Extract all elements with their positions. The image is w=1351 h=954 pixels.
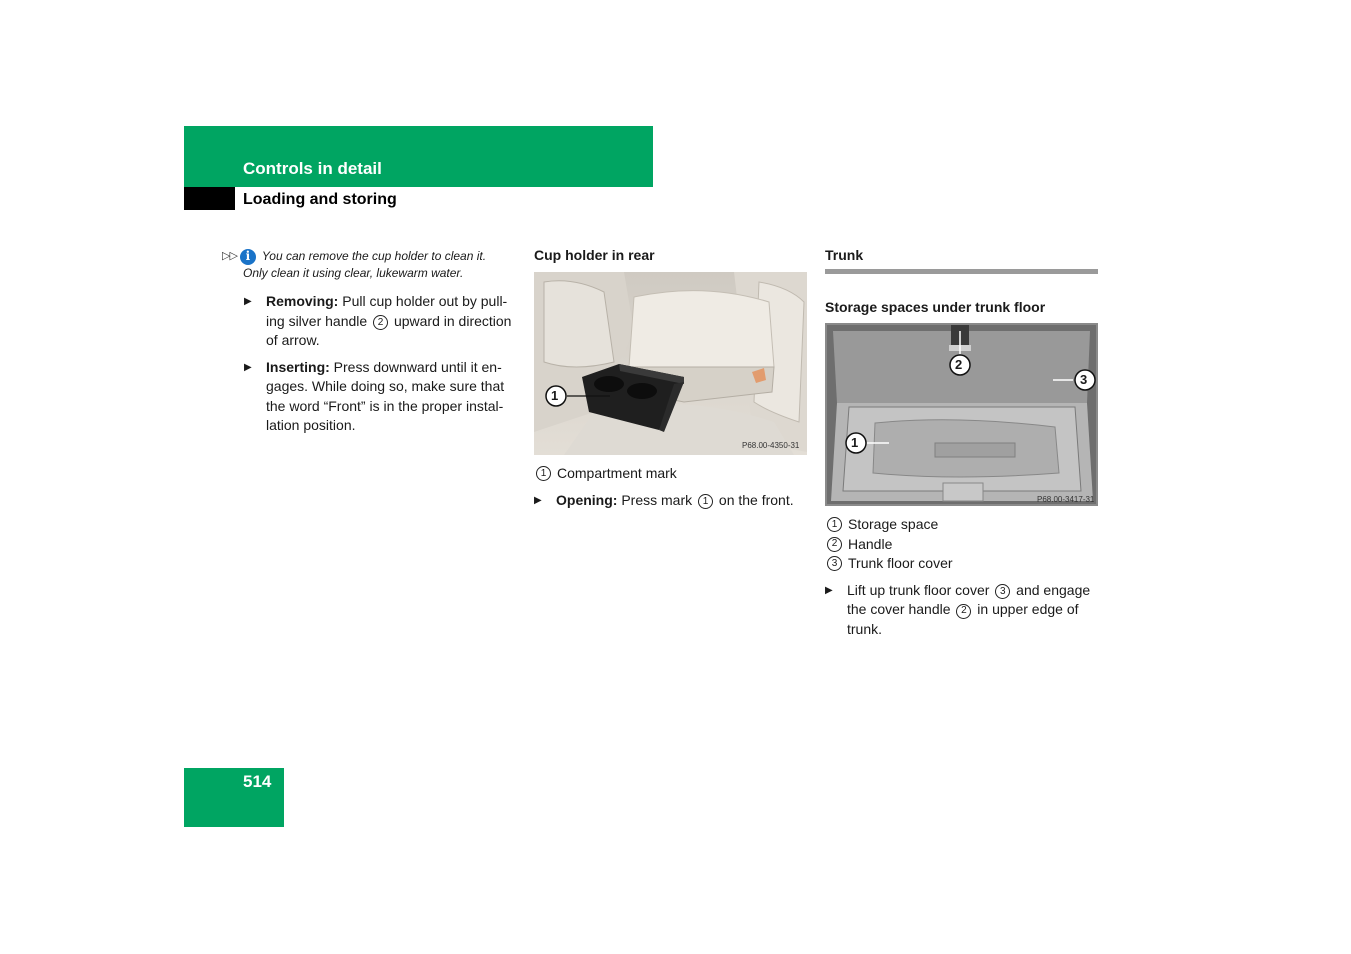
step-text: on the front.: [715, 491, 794, 508]
step-text: upward in direction of arrow.: [266, 312, 512, 348]
step-removing: [222, 292, 520, 351]
trunk-legend: [825, 515, 1098, 574]
callout-1-label: 1: [851, 435, 859, 450]
cup-holder-photo: [534, 272, 807, 455]
step-label: Opening:: [556, 491, 618, 508]
legend-number: 1: [536, 466, 551, 481]
trunk-column: [825, 245, 1098, 646]
step-lift-cover: [825, 581, 1098, 640]
cup-holder-callouts: [534, 272, 807, 455]
bullet-triangle-icon: ▶: [244, 361, 252, 373]
callout-ref: 2: [956, 604, 971, 619]
trunk-photo: [825, 323, 1098, 506]
callout-ref: 2: [373, 315, 388, 330]
continuation-marker: ▷▷: [222, 250, 237, 262]
legend-number: 1: [827, 517, 842, 532]
note-line-1: You can remove the cup holder to clean it.: [261, 249, 487, 263]
legend-item: [825, 554, 1098, 574]
callout-ref: 3: [995, 584, 1010, 599]
step-opening: [534, 491, 807, 511]
bullet-triangle-icon: ▶: [534, 494, 542, 506]
info-note: [222, 248, 520, 282]
step-text: Press mark: [617, 491, 697, 508]
step-inserting: [222, 358, 520, 436]
step-text: Lift up trunk floor cover: [847, 581, 994, 598]
photo-code: P68.00-3417-31: [1037, 495, 1095, 504]
subsection-marker: [184, 187, 235, 210]
cup-holder-column: [534, 245, 807, 517]
note-line-2: Only clean it using clear, lukewarm water.: [243, 266, 464, 280]
photo-code: P68.00-4350-31: [742, 441, 800, 450]
legend-text: Compartment mark: [557, 465, 677, 481]
cup-holder-heading: Cup holder in rear: [534, 247, 655, 263]
callout-ref: 1: [698, 494, 713, 509]
legend-item: [534, 464, 807, 484]
callout-3-label: 3: [1080, 372, 1088, 387]
bullet-triangle-icon: ▶: [244, 296, 252, 307]
step-text: and engage the cover handle: [847, 581, 1091, 617]
legend-text: Handle: [848, 535, 893, 552]
step-label: Removing:: [266, 293, 339, 309]
page-number: 514: [243, 772, 272, 791]
step-text: Pull cup holder out by pull-ing silver handle: [266, 293, 508, 329]
left-column: [222, 248, 520, 443]
cup-holder-legend: [534, 464, 807, 484]
legend-number: 3: [827, 556, 842, 571]
legend-text: Trunk floor cover: [848, 555, 953, 571]
section-title: Controls in detail: [243, 159, 382, 178]
legend-item: [825, 515, 1098, 535]
callout-2-label: 2: [955, 357, 963, 372]
info-icon: i: [240, 249, 256, 265]
legend-item: [825, 535, 1098, 555]
heading-rule: [825, 269, 1098, 274]
legend-number: 2: [827, 537, 842, 552]
bullet-triangle-icon: ▶: [825, 584, 833, 596]
step-text: Press downward until it en-gages. While doing so, make sure that the word “Front” is in the proper instal-lation position.: [266, 358, 505, 433]
trunk-heading: Trunk: [825, 247, 864, 263]
step-text: in upper edge of trunk.: [847, 601, 1079, 637]
subsection-title: Loading and storing: [243, 191, 397, 208]
legend-text: Storage space: [848, 516, 939, 532]
trunk-subheading: Storage spaces under trunk floor: [825, 299, 1046, 315]
callout-1-label: 1: [551, 388, 559, 403]
trunk-callouts: [825, 323, 1098, 506]
step-label: Inserting:: [266, 358, 330, 375]
